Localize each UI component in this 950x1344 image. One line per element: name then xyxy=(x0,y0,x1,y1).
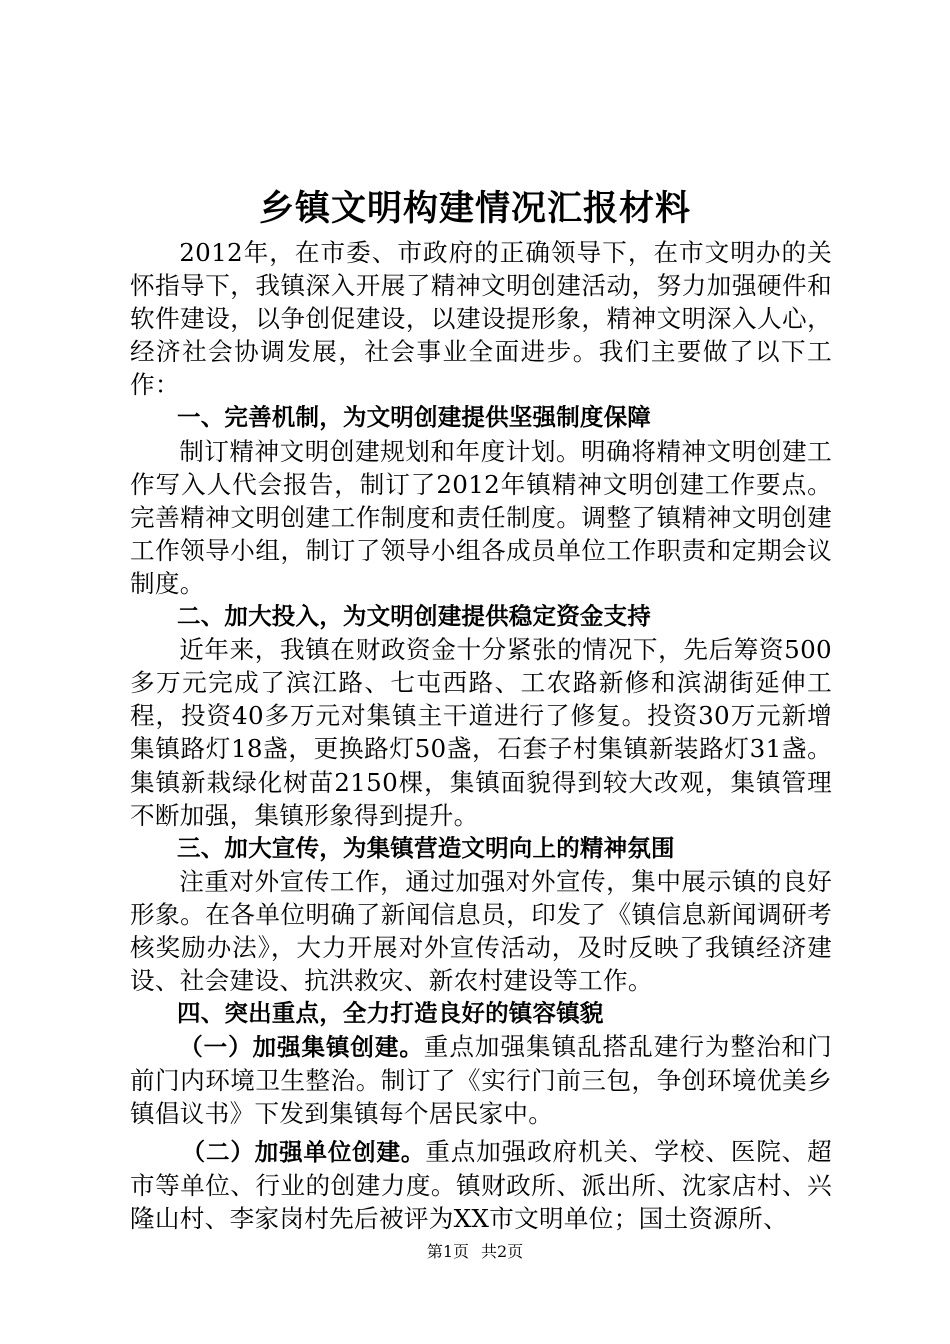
section-2-paragraph: 近年来，我镇在财政资金十分紧张的情况下，先后筹资500多万元完成了滨江路、七屯西路、工农路新修和滨湖街延伸工程，投资40多万元对集镇主干道进行了修复。投资30万元新增集镇路灯18盏，更换路灯50盏，石套子村集镇新装路灯31盏。集镇新栽绿化树苗2150棵，集镇面貌得到较大改观，集镇管理不断加强，集镇形象得到提升。 xyxy=(130,635,832,830)
page-total: 共2页 xyxy=(481,1242,524,1261)
section-3-paragraph: 注重对外宣传工作，通过加强对外宣传，集中展示镇的良好形象。在各单位明确了新闻信息员，印发了《镇信息新闻调研考核奖励办法》，大力开展对外宣传活动，及时反映了我镇经济建设、社会建设、抗洪救灾、新农村建设等工作。 xyxy=(130,866,832,996)
section-3-heading: 三、加大宣传，为集镇营造文明向上的精神氛围 xyxy=(177,833,675,862)
subsection-2-paragraph xyxy=(130,1135,832,1235)
subsection-1-paragraph xyxy=(130,1030,832,1130)
intro-paragraph: 2012年，在市委、市政府的正确领导下，在市文明办的关怀指导下，我镇深入开展了精神文明创建活动，努力加强硬件和软件建设，以争创促建设，以建设提形象，精神文明深入人心，经济社会协调发展，社会事业全面进步。我们主要做了以下工作： xyxy=(130,238,832,400)
subsection-1-lead: （一）加强集镇创建。 xyxy=(179,1033,424,1062)
section-2-heading: 二、加大投入，为文明创建提供稳定资金支持 xyxy=(177,602,651,631)
section-1-paragraph: 制订精神文明创建规划和年度计划。明确将精神文明创建工作写入人代会报告，制订了2012年镇精神文明创建工作要点。完善精神文明创建工作制度和责任制度。调整了镇精神文明创建工作领导小组，制订了领导小组各成员单位工作职责和定期会议制度。 xyxy=(130,436,832,598)
subsection-2-text: 重点加强政府机关、学校、医院、超市等单位、行业的创建力度。镇财政所、派出所、沈家店村、兴隆山村、李家岗村先后被评为XX市文明单位；国土资源所、 xyxy=(130,1136,833,1233)
page-footer xyxy=(0,1240,950,1264)
section-4-heading: 四、突出重点，全力打造良好的镇容镇貌 xyxy=(177,999,604,1028)
document-body xyxy=(130,236,832,1235)
section-1-heading: 一、完善机制，为文明创建提供坚强制度保障 xyxy=(177,403,651,432)
page-number: 第1页 xyxy=(426,1242,469,1261)
document-title: 乡镇文明构建情况汇报材料 xyxy=(258,189,691,229)
subsection-1-text: 重点加强集镇乱搭乱建行为整治和门前门内环境卫生整治。制订了《实行门前三包，争创环境优美乡镇倡议书》下发到集镇每个居民家中。 xyxy=(130,1032,832,1129)
subsection-2-lead: （二）加强单位创建。 xyxy=(181,1137,426,1166)
